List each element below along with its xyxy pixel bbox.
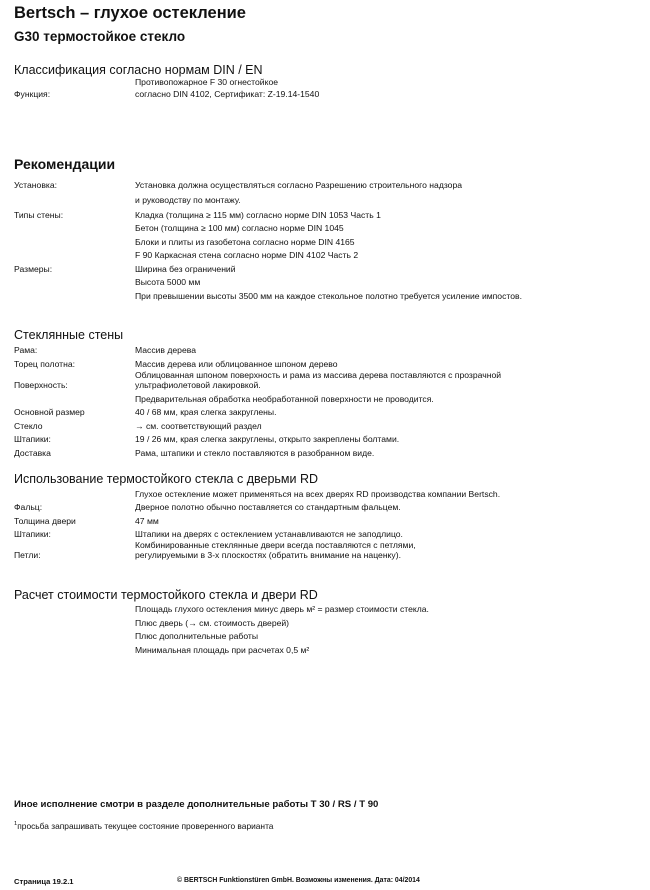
footnote-mark: 1 (14, 821, 18, 828)
door-thickness-label: Толщина двери (14, 516, 76, 526)
edge-label: Торец полотна: (14, 359, 76, 369)
wall-type-line: Кладка (толщина ≥ 115 мм) согласно норме DIN 1053 Часть 1 (135, 210, 381, 220)
delivery-label: Доставка (14, 448, 51, 458)
glass-value: → см. соответствующий раздел (135, 421, 262, 431)
footnote-text: просьба запрашивать текущее состояние проверенного варианта (17, 821, 274, 831)
beads-value: 19 / 26 мм, края слегка закруглены, открыто закреплены болтами. (135, 434, 400, 444)
delivery-value: Рама, штапики и стекло поставляются в разобранном виде. (135, 448, 375, 458)
rd-doors-intro: Глухое остекление может применяться на всех дверях RD производства компании Bertsch. (135, 489, 501, 499)
hinges-line: регулируемыми в 3-х плоскостях (обратить внимание на наценку). (135, 550, 401, 560)
dimensions-line: Высота 5000 мм (135, 277, 201, 287)
cost-line: Площадь глухого остекления минус дверь м² = размер стоимости стекла. (135, 604, 429, 614)
door-beads-value: Штапики на дверях с остеклением устанавливаются не заподлицо. (135, 529, 403, 539)
cost-line: Плюс дверь (→ см. стоимость дверей) (135, 618, 290, 628)
base-size-value: 40 / 68 мм, края слегка закруглены. (135, 407, 277, 417)
function-value-line-2: согласно DIN 4102, Сертификат: Z-19.14-1540 (135, 89, 320, 99)
function-value-line-1: Противопожарное F 30 огнестойкое (135, 77, 279, 87)
cost-line: Минимальная площадь при расчетах 0,5 м² (135, 645, 310, 655)
dimensions-line: Ширина без ограничений (135, 264, 236, 274)
function-label: Функция: (14, 89, 51, 99)
wall-type-line: Блоки и плиты из газобетона согласно норме DIN 4165 (135, 237, 355, 247)
wall-types-label: Типы стены: (14, 210, 64, 220)
installation-line-1: Установка должна осуществляться согласно Разрешению строительного надзора (135, 180, 463, 190)
classification-heading: Классификация согласно нормам DIN / EN (14, 63, 263, 77)
dimensions-label: Размеры: (14, 264, 53, 274)
base-size-label: Основной размер (14, 407, 85, 417)
rd-doors-heading: Использование термостойкого стекла с дверьми RD (14, 472, 319, 486)
hinges-label: Петли: (14, 550, 41, 560)
footnote (14, 821, 273, 831)
cost-heading: Расчет стоимости термостойкого стекла и двери RD (14, 588, 318, 602)
page-number: Страница 19.2.1 (14, 877, 74, 886)
beads-label: Штапики: (14, 434, 51, 444)
document-subtitle: G30 термостойкое стекло (14, 29, 186, 44)
hinges-line: Комбинированные стеклянные двери всегда поставляются с петлями, (135, 540, 416, 550)
door-beads-label: Штапики: (14, 529, 51, 539)
edge-value: Массив дерева или облицованное шпоном дерево (135, 359, 338, 369)
rebate-label: Фальц: (14, 502, 43, 512)
surface-line: Предварительная обработка необработанной поверхности не проводится. (135, 394, 434, 404)
copyright-notice: © BERTSCH Funktionstüren GmbH. Возможны изменения. Дата: 04/2014 (177, 877, 420, 884)
wall-type-line: Бетон (толщина ≥ 100 мм) согласно норме DIN 1045 (135, 223, 344, 233)
frame-value: Массив дерева (135, 345, 196, 355)
surface-line: ультрафиолетовой лакировкой. (135, 380, 261, 390)
rebate-value: Дверное полотно обычно поставляется со стандартным фальцем. (135, 502, 401, 512)
other-design-note: Иное исполнение смотри в разделе дополнительные работы T 30 / RS / T 90 (14, 799, 379, 810)
recommendations-heading: Рекомендации (14, 156, 116, 172)
installation-label: Установка: (14, 180, 58, 190)
glass-walls-heading: Стеклянные стены (14, 328, 124, 342)
frame-label: Рама: (14, 345, 38, 355)
glass-label: Стекло (14, 421, 43, 431)
wall-type-line: F 90 Каркасная стена согласно норме DIN 4102 Часть 2 (135, 250, 359, 260)
installation-line-2: и руководству по монтажу. (135, 195, 241, 205)
surface-label: Поверхность: (14, 380, 68, 390)
door-thickness-value: 47 мм (135, 516, 159, 526)
surface-line: Облицованная шпоном поверхность и рама из массива дерева поставляются с прозрачной (135, 370, 502, 380)
cost-line: Плюс дополнительные работы (135, 631, 259, 641)
dimensions-line: При превышении высоты 3500 мм на каждое стекольное полотно требуется усиление импостов. (135, 291, 522, 301)
document-title: Bertsch – глухое остекление (14, 4, 246, 22)
